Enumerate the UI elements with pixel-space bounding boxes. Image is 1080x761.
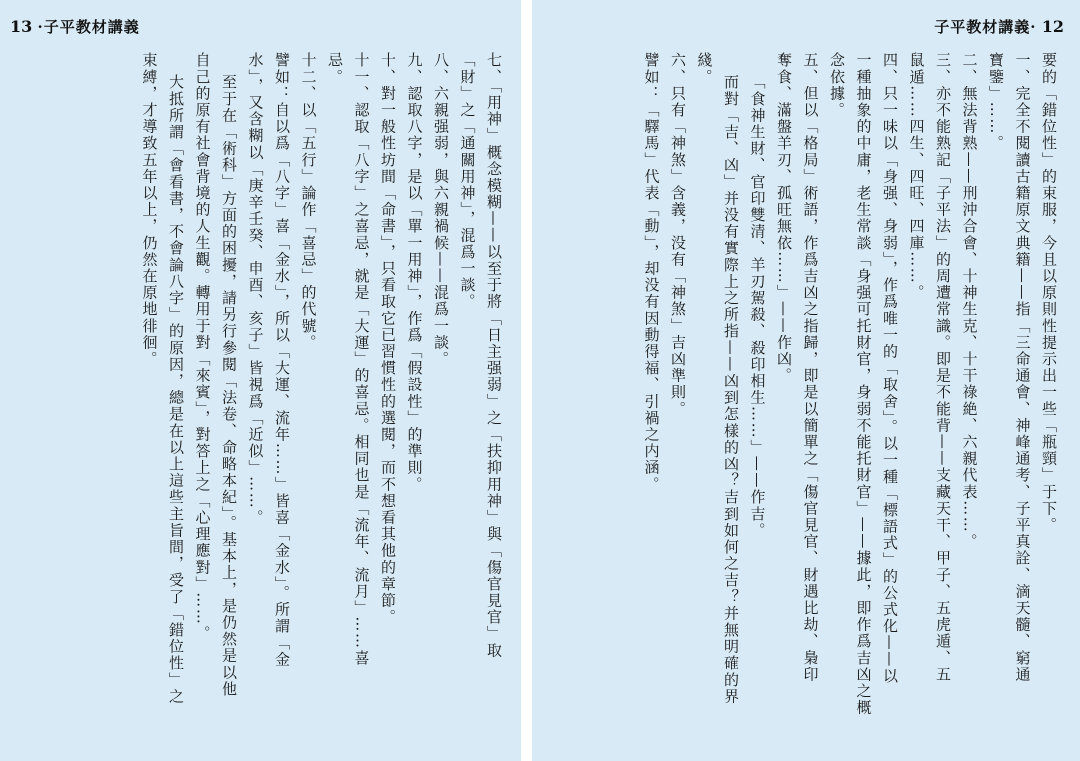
text-line: 八、六親强弱，與六親禍候——混爲一談。 [432,52,450,368]
right-running-title: 子平教材講義· [934,18,1037,36]
text-line: 三、亦不能熟記「子平法」的周遭常識。即是不能背——支藏天干、甲子、五虎遁、五 [934,52,952,683]
text-line: 綫。 [695,52,714,86]
text-line: 五、但以「格局」術語，作爲吉凶之指歸，即是以簡單之「傷官見官、財遇比劫、梟印 [801,52,820,683]
right-page-number: 12 [1041,17,1064,36]
text-line: 而對「吉、凶」并没有實際上之所指——凶到怎樣的凶？吉到如何之吉？并無明確的界 [722,74,740,705]
left-running-title: ·子平教材講義 [37,18,140,36]
text-line: 寶鑒」……。 [987,52,1005,152]
text-line: 水」，又含糊以「庚辛壬癸、申酉、亥子」皆視爲「近似」……。 [246,52,265,526]
text-line: 十、對一般性坊間「命書」，只看取它已習慣性的選閱，而不想看其他的章節。 [379,52,397,626]
text-line: 「食神生財、官印雙清、羊刃駕殺、殺印相生……」——作吉。 [748,74,767,539]
text-line: 六、只有「神煞」含義，没有「神煞」吉凶準則。 [669,52,687,418]
text-line: 二、無法背熟——刑沖合會、十神生克、十干祿絶、六親代表……。 [960,52,979,550]
text-line: 七、「用神」概念模糊——以至于將「日主强弱」之「扶抑用神」與「傷官見官」取 [485,52,503,659]
text-line: 一、完全不閱讀古籍原文典籍——指「三命通會、神峰通考、子平真詮、滴天髓、窮通 [1013,52,1032,683]
text-line: 大抵所謂「會看書，不會論八字」的原因，總是在以上這些主旨間，受了「錯位性」之 [167,74,185,705]
text-line: 至于在「術科」方面的困擾，請另行參閱「法卷、命略本紀」。基本上，是仍然是以他 [220,74,238,698]
right-page [532,0,1080,761]
text-line: 譬如：「驛馬」代表「動」，却没有因動得福、引禍之内涵。 [642,52,661,493]
text-line: 自己的原有社會背境的人生觀。轉用于對「來賓」，對答上之「心理應對」……。 [193,52,212,643]
text-line: 十二、以「五行」論作「喜忌」的代號。 [299,52,318,351]
book-gutter [521,0,532,761]
text-line: 九、認取八字，是以「單一用神」，作爲「假設性」的準則。 [405,52,424,493]
text-line: 四、只一味以「身强、身弱」，作爲唯一的「取舍」。以一種「標語式」的公式化——以 [881,52,899,685]
text-line: 念依據。 [828,52,846,119]
left-page-body [39,52,507,752]
text-line: 十一、認取「八字」之喜忌，就是「大運」的喜忌。相同也是「流年、流月」……喜 [352,52,371,667]
left-page [0,0,521,761]
text-line: 「財」之「通關用神」，混爲一談。 [458,52,477,311]
text-line: 一種抽象的中庸，老生常談「身强可托財官，身弱不能托財官」——據此，即作爲吉凶之概 [854,52,873,716]
left-page-number: 13 [10,17,33,36]
text-line: 鼠遁……四生、四旺、四庫……。 [907,52,926,301]
left-page-header [10,16,140,37]
text-line: 忌。 [326,52,344,86]
text-line: 要的「錯位性」的束服，今且以原則性提示出一些「瓶頸」于下。 [1040,52,1058,534]
right-page-header [934,16,1064,37]
text-line: 束縛，才導致五年以上，仍然在原地徘徊。 [140,52,159,368]
text-line: 譬如：自以爲「八字」喜「金水」，所以「大運、流年……」皆喜「金水」。所謂「金 [273,52,291,668]
right-page-body [560,52,1062,752]
text-line: 奪食、滿盤羊刃、孤旺無依……」——作凶。 [775,52,793,384]
